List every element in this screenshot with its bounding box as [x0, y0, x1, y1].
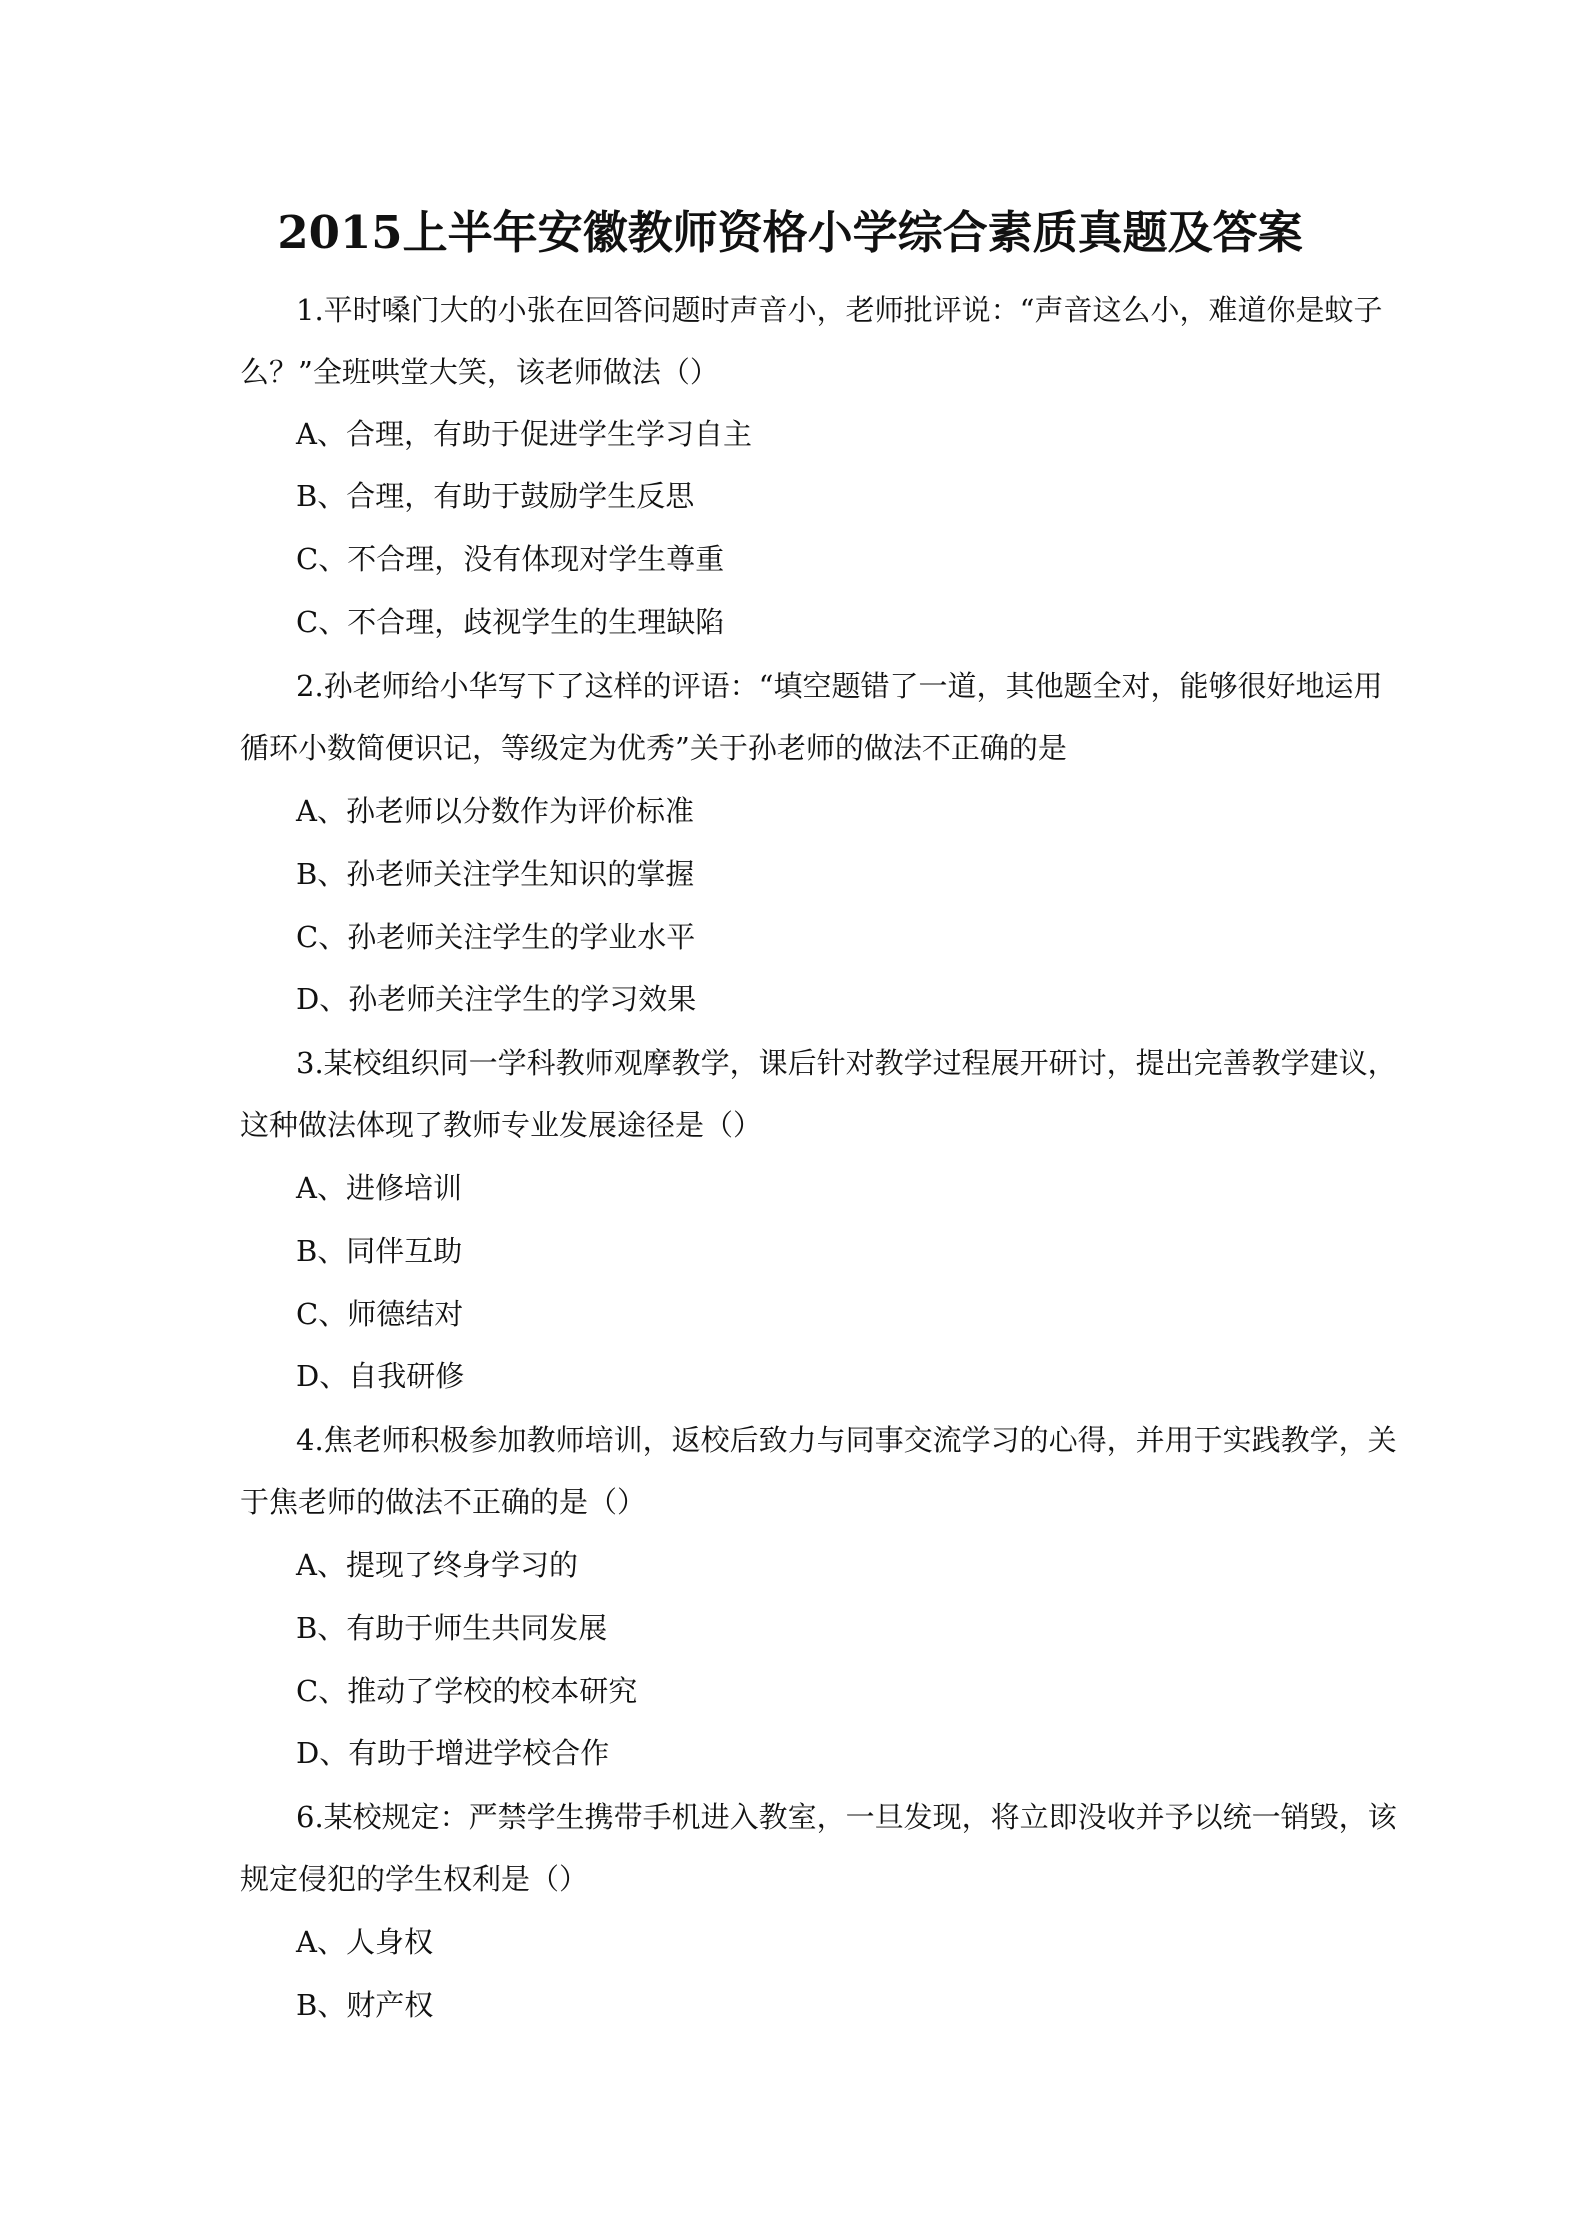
question-6-stem-line-2: 规定侵犯的学生权利是（）: [240, 1862, 589, 1896]
question-3-option-d: D、自我研修: [296, 1359, 465, 1393]
question-3-option-b: B、同伴互助: [296, 1234, 463, 1268]
question-1-option-a: A、合理，有助于促进学生学习自主: [296, 417, 752, 451]
question-3-stem-line-2: 这种做法体现了教师专业发展途径是（）: [240, 1108, 763, 1142]
question-3-option-a: A、进修培训: [296, 1171, 462, 1205]
question-1-stem-line-1: 1.平时嗓门大的小张在回答问题时声音小，老师批评说：“声音这么小，难道你是蚊子: [296, 293, 1383, 327]
question-3-option-c: C、师德结对: [296, 1297, 464, 1331]
question-1-option-c: C、不合理，没有体现对学生尊重: [296, 542, 725, 576]
question-3-stem-line-1: 3.某校组织同一学科教师观摩教学，课后针对教学过程展开研讨，提出完善教学建议，: [296, 1046, 1397, 1080]
question-2-stem-line-1: 2.孙老师给小华写下了这样的评语：“填空题错了一道，其他题全对，能够很好地运用: [296, 669, 1383, 703]
question-2-stem-line-2: 循环小数简便识记，等级定为优秀”关于孙老师的做法不正确的是: [240, 731, 1067, 765]
question-4-option-c: C、推动了学校的校本研究: [296, 1674, 638, 1708]
question-4-stem-line-2: 于焦老师的做法不正确的是（）: [240, 1485, 647, 1519]
question-6-option-a: A、人身权: [296, 1925, 433, 1959]
question-2-option-a: A、孙老师以分数作为评价标准: [296, 794, 694, 828]
question-1-stem-line-2: 么？”全班哄堂大笑，该老师做法（）: [240, 355, 719, 389]
question-4-option-a: A、提现了终身学习的: [296, 1548, 578, 1582]
question-1-option-b: B、合理，有助于鼓励学生反思: [296, 479, 695, 513]
question-6-stem-line-1: 6.某校规定：严禁学生携带手机进入教室，一旦发现，将立即没收并予以统一销毁，该: [296, 1800, 1397, 1834]
question-6-option-b: B、财产权: [296, 1988, 434, 2022]
question-4-option-d: D、有助于增进学校合作: [296, 1736, 610, 1770]
question-2-option-d: D、孙老师关注学生的学习效果: [296, 982, 697, 1016]
question-4-option-b: B、有助于师生共同发展: [296, 1611, 608, 1645]
question-2-option-b: B、孙老师关注学生知识的掌握: [296, 857, 695, 891]
question-1-option-d: C、不合理，歧视学生的生理缺陷: [296, 605, 725, 639]
question-4-stem-line-1: 4.焦老师积极参加教师培训，返校后致力与同事交流学习的心得，并用于实践教学，关: [296, 1423, 1397, 1457]
document-title: 2015上半年安徽教师资格小学综合素质真题及答案: [277, 206, 1303, 259]
question-2-option-c: C、孙老师关注学生的学业水平: [296, 920, 696, 954]
